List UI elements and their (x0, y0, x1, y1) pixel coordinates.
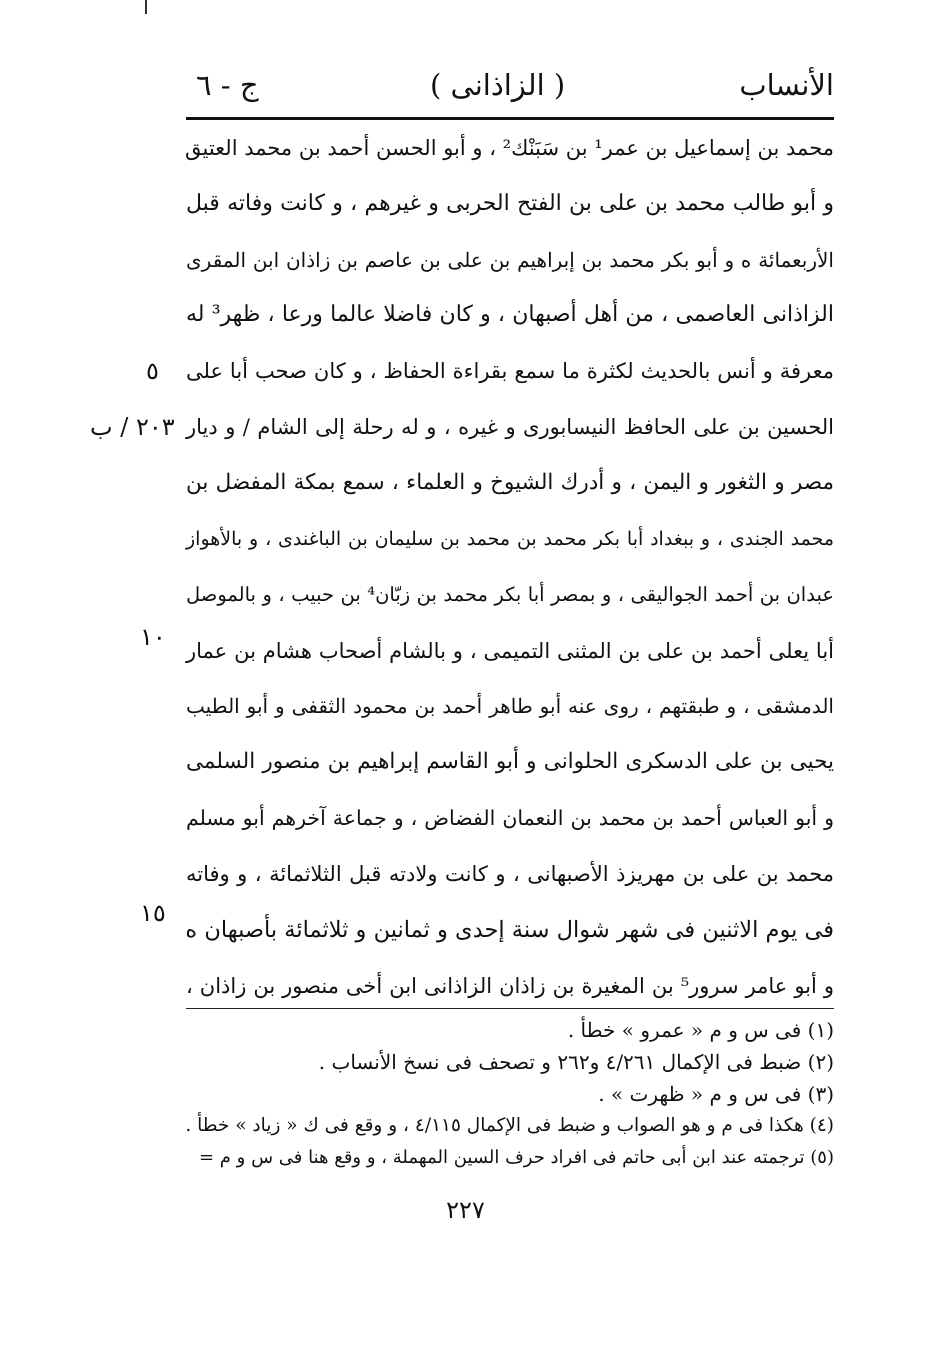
header-rule (186, 117, 834, 120)
body-line: الأربعمائة ه و أبو بكر محمد بن إبراهيم بن على بن عاصم بن زاذان ابن المقرى (186, 248, 834, 272)
body-line: أبا يعلى أحمد بن على بن المثنى التميمى ، و بالشام أصحاب هشام بن عمار (186, 639, 834, 663)
body-line: فى يوم الاثنين فى شهر شوال سنة إحدى و ثمانين و ثلاثمائة بأصبهان ه (185, 917, 834, 943)
body-line: و أبو طالب محمد بن على بن الفتح الحربى و غيرهم ، و كانت وفاته قبل (186, 191, 834, 216)
body-line: معرفة و أنس بالحديث لكثرة ما سمع بقراءة الحفاظ ، و كان صحب أبا على (186, 359, 834, 383)
footnote: (٢) ضبط فى الإكمال ٤/٢٦١ و٢٦٢ و تصحف فى نسخ الأنساب . (318, 1050, 834, 1074)
footnote-rule (186, 1008, 834, 1009)
scan-speck (145, 0, 147, 14)
margin-line-number: ١٠ (140, 623, 166, 651)
body-line: محمد بن على بن مهريزذ الأصبهانى ، و كانت ولادته قبل الثلاثمائة ، و وفاته (186, 862, 834, 886)
footnote: (٥) ترجمته عند ابن أبى حاتم فى افراد حرف السين المهملة ، و وقع هنا فى س و م = (199, 1147, 834, 1168)
volume-label: ج - ٦ (196, 68, 259, 102)
body-line: محمد الجندى ، و ببغداد أبا بكر محمد بن محمد بن سليمان بن الباغندى ، و بالأهواز (186, 528, 834, 550)
entry-title: ( الزاذانى ) (430, 68, 566, 102)
body-line: الزاذانى العاصمى ، من أهل أصبهان ، و كان فاضلا عالما ورعا ، ظهر³ له (186, 302, 834, 327)
margin-folio-number: ٢٠٣ / ب (90, 413, 175, 441)
footnote: (٤) هكذا فى م و هو الصواب و ضبط فى الإكمال ٤/١١٥ ، و وقع فى ك « زياد » خطأ . (185, 1115, 834, 1136)
page-number: ٢٢٧ (446, 1196, 485, 1224)
margin-line-number: ٥ (146, 357, 159, 385)
body-line: و أبو عامر سرور⁵ بن المغيرة بن زاذان الزاذانى ابن أخى منصور بن زاذان ، (186, 974, 834, 998)
book-title: الأنساب (739, 68, 834, 102)
footnote: (٣) فى س و م « ظهرت » . (598, 1082, 834, 1106)
body-line: الدمشقى ، و طبقتهم ، روى عنه أبو طاهر أحمد بن محمود الثقفى و أبو الطيب (186, 694, 834, 718)
body-line: يحيى بن على الدسكرى الحلوانى و أبو القاسم إبراهيم بن منصور السلمى (186, 749, 834, 774)
body-line: عبدان بن أحمد الجواليقى ، و بمصر أبا بكر محمد بن زبّان⁴ بن حبيب ، و بالموصل (186, 583, 834, 606)
body-line: و أبو العباس أحمد بن محمد بن النعمان الفضاض ، و جماعة آخرهم أبو مسلم (186, 806, 834, 830)
footnote: (١) فى س و م « عمرو » خطأ . (567, 1018, 834, 1042)
margin-line-number: ١٥ (140, 899, 166, 927)
body-line: مصر و الثغور و اليمن ، و أدرك الشيوخ و العلماء ، سمع بمكة المفضل بن (186, 470, 834, 495)
body-line: محمد بن إسماعيل بن عمر¹ بن سَبَنْك² ، و أبو الحسن أحمد بن محمد العتيق (184, 136, 834, 160)
body-line: الحسين بن على الحافظ النيسابورى و غيره ، و له رحلة إلى الشام / و ديار (186, 415, 834, 439)
